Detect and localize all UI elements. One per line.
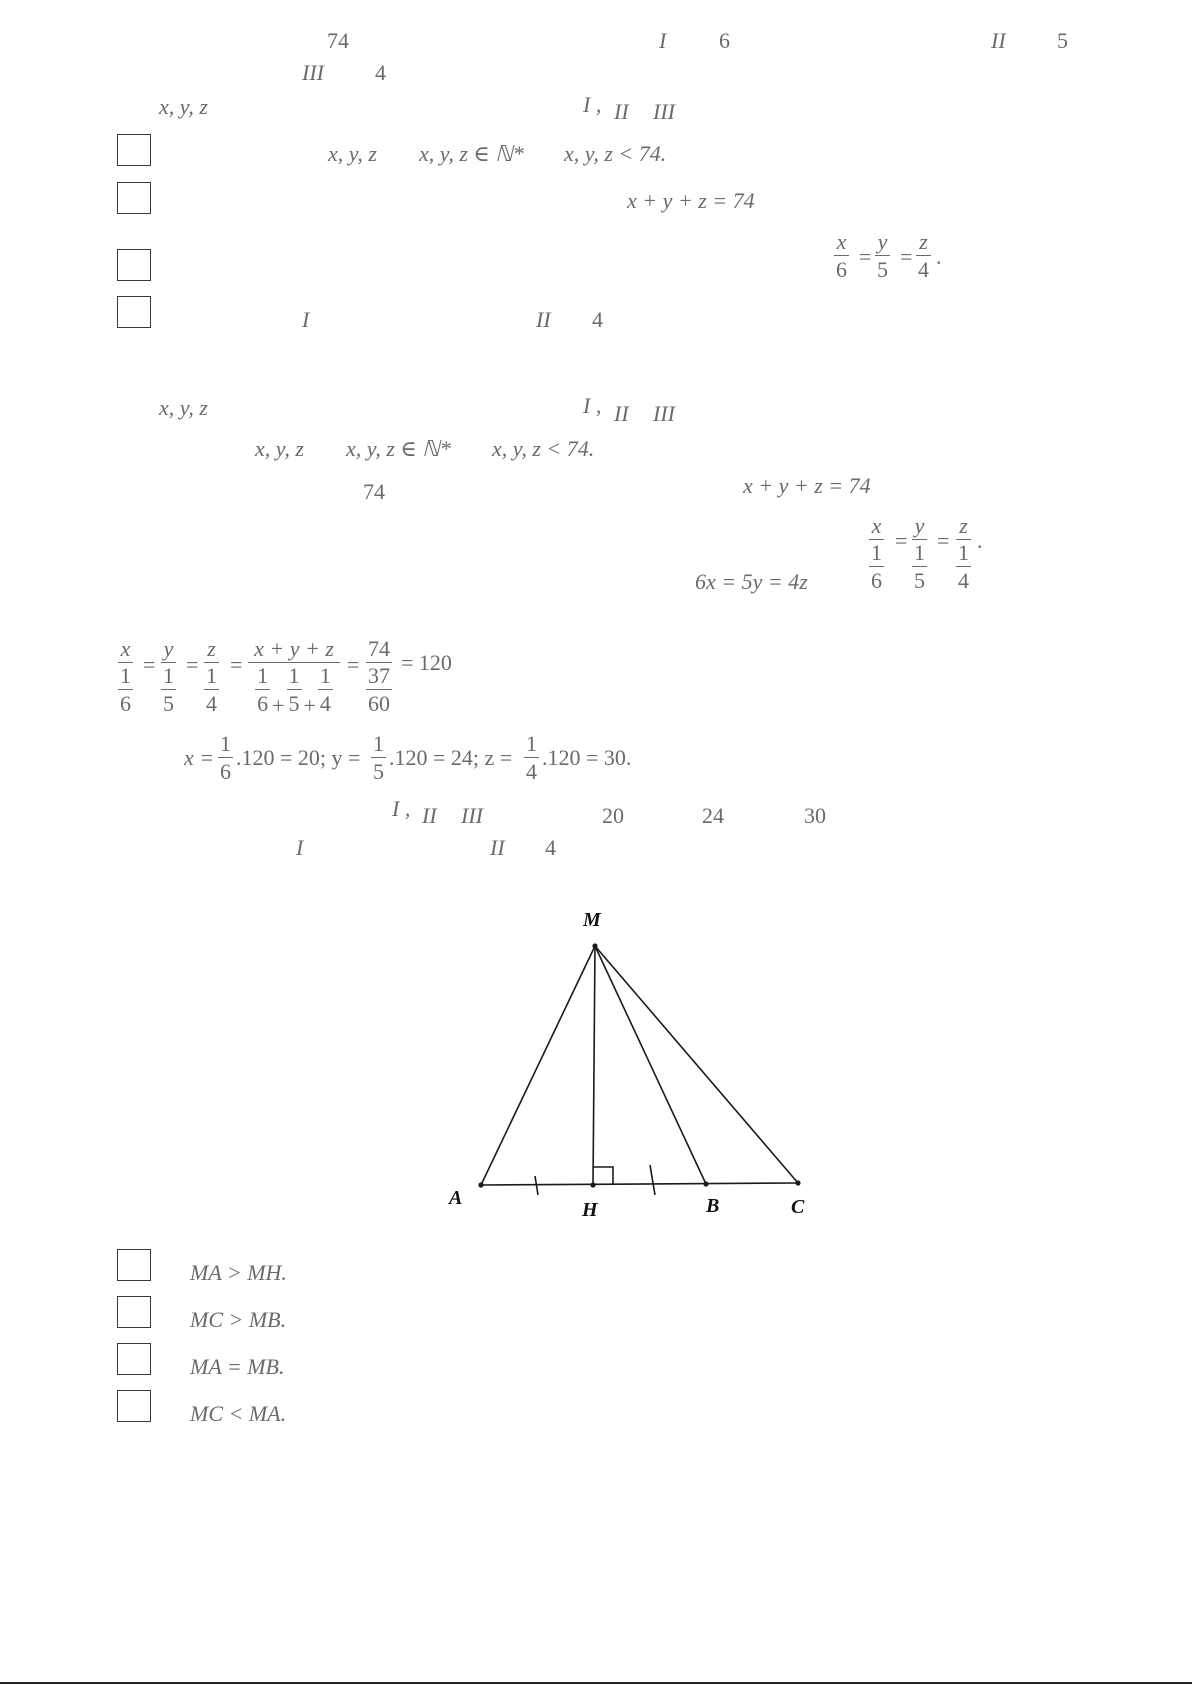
solution-bound: x, y, z < 74. <box>492 436 595 461</box>
label-m: M <box>583 909 601 931</box>
equals-sign: = <box>143 652 156 677</box>
result-120: = 120 <box>401 650 452 675</box>
number-5: 5 <box>1057 28 1068 53</box>
label-h: H <box>582 1199 598 1221</box>
number-30: 30 <box>804 803 826 828</box>
roman-i: I <box>302 307 310 332</box>
roman-i: I <box>296 835 304 860</box>
fraction-z-4: $\frac{z}{4}$ <box>918 229 929 282</box>
label-c: C <box>791 1196 805 1218</box>
option-checkbox-4[interactable] <box>117 296 151 328</box>
label-b: B <box>706 1195 720 1217</box>
roman-i: I , <box>583 92 602 117</box>
roman-ii: II <box>536 307 551 332</box>
period: . <box>936 244 942 269</box>
fraction-y-5: $\frac{y}{5}$ <box>877 229 888 282</box>
chain-sum-fraction: x + y + z $\frac{1}{6}$ + $\frac{1}{5}$ + $\frac{1}{4}$ <box>248 638 340 717</box>
option-checkbox-2[interactable] <box>117 182 151 214</box>
segment-mb <box>595 946 706 1184</box>
option-checkbox-8[interactable] <box>117 1390 151 1422</box>
option-mc-gt-mb: MC > MB. <box>190 1307 287 1332</box>
number-74: 74 <box>327 28 349 53</box>
tick-mark-ah <box>535 1176 538 1195</box>
option-checkbox-6[interactable] <box>117 1296 151 1328</box>
option-1-bound: x, y, z < 74. <box>564 141 667 166</box>
number-6: 6 <box>719 28 730 53</box>
roman-ii: II <box>614 99 629 124</box>
roman-iii: III <box>653 99 675 124</box>
point-c <box>795 1180 800 1185</box>
right-angle-mark <box>593 1167 613 1185</box>
point-b <box>703 1181 708 1186</box>
segment-mh <box>593 946 595 1185</box>
roman-iii: III <box>653 401 675 426</box>
number-20: 20 <box>602 803 624 828</box>
equals-sign: = <box>900 244 913 269</box>
equals-sign: = <box>895 528 908 553</box>
number-4: 4 <box>545 835 556 860</box>
point-a <box>478 1182 483 1187</box>
roman-ii: II <box>614 401 629 426</box>
variables-xyz: x, y, z <box>159 94 208 119</box>
option-checkbox-3[interactable] <box>117 249 151 281</box>
result-x-value: .120 = 20; y = <box>236 745 361 770</box>
number-74: 74 <box>363 479 385 504</box>
segment-ac <box>481 1183 798 1185</box>
compound-fraction-x: x $\frac{1}{6}$ <box>871 513 882 593</box>
fraction-1-6: $\frac{1}{6}$ <box>220 731 231 784</box>
number-24: 24 <box>702 803 724 828</box>
equals-sign: = <box>859 244 872 269</box>
roman-ii: II <box>490 835 505 860</box>
result-y-value: .120 = 24; z = <box>389 745 513 770</box>
option-ma-eq-mb: MA = MB. <box>190 1354 285 1379</box>
option-checkbox-7[interactable] <box>117 1343 151 1375</box>
tick-mark-hb <box>650 1165 655 1195</box>
chain-fraction-x: x $\frac{1}{6}$ <box>120 636 131 716</box>
number-4: 4 <box>375 60 386 85</box>
option-1-natural-set: x, y, z ∈ ℕ* <box>419 141 524 166</box>
chain-fraction-y: y $\frac{1}{5}$ <box>163 636 174 716</box>
point-h <box>590 1182 595 1187</box>
page-bottom-rule <box>0 1682 1192 1684</box>
option-checkbox-1[interactable] <box>117 134 151 166</box>
roman-ii: II <box>422 803 437 828</box>
roman-iii: III <box>302 60 324 85</box>
segment-ma <box>481 946 595 1185</box>
fraction-x-6: $\frac{x}{6}$ <box>836 229 847 282</box>
roman-i: I , <box>392 796 411 821</box>
equals-sign: = <box>186 652 199 677</box>
compound-fraction-y: y $\frac{1}{5}$ <box>914 513 925 593</box>
roman-iii: III <box>461 803 483 828</box>
label-a: A <box>449 1187 463 1209</box>
option-ma-gt-mh: MA > MH. <box>190 1260 287 1285</box>
proportion-equation: 6x = 5y = 4z <box>695 569 808 594</box>
fraction-74-over-37-60: 74 $\frac{37}{60}$ <box>368 636 390 716</box>
fraction-1-4: $\frac{1}{4}$ <box>526 731 537 784</box>
result-z-value: .120 = 30. <box>542 745 632 770</box>
number-4: 4 <box>592 307 603 332</box>
roman-ii: II <box>991 28 1006 53</box>
fraction-1-5: $\frac{1}{5}$ <box>373 731 384 784</box>
roman-i: I <box>659 28 667 53</box>
solution-vars: x, y, z <box>255 436 304 461</box>
sum-equation: x + y + z = 74 <box>743 473 871 498</box>
roman-i: I , <box>583 393 602 418</box>
option-mc-lt-ma: MC < MA. <box>190 1401 287 1426</box>
segment-mc <box>595 946 798 1183</box>
triangle-figure <box>440 900 820 1230</box>
equals-sign: = <box>937 528 950 553</box>
equals-sign: = <box>230 652 243 677</box>
result-x: x = <box>184 745 215 770</box>
option-1-vars: x, y, z <box>328 141 377 166</box>
compound-fraction-z: z $\frac{1}{4}$ <box>958 513 969 593</box>
option-checkbox-5[interactable] <box>117 1249 151 1281</box>
variables-xyz: x, y, z <box>159 395 208 420</box>
option-2-equation: x + y + z = 74 <box>627 188 755 213</box>
chain-fraction-z: z $\frac{1}{4}$ <box>206 636 217 716</box>
period: . <box>977 528 983 553</box>
equals-sign: = <box>347 652 360 677</box>
solution-natural-set: x, y, z ∈ ℕ* <box>346 436 451 461</box>
point-m <box>592 943 597 948</box>
